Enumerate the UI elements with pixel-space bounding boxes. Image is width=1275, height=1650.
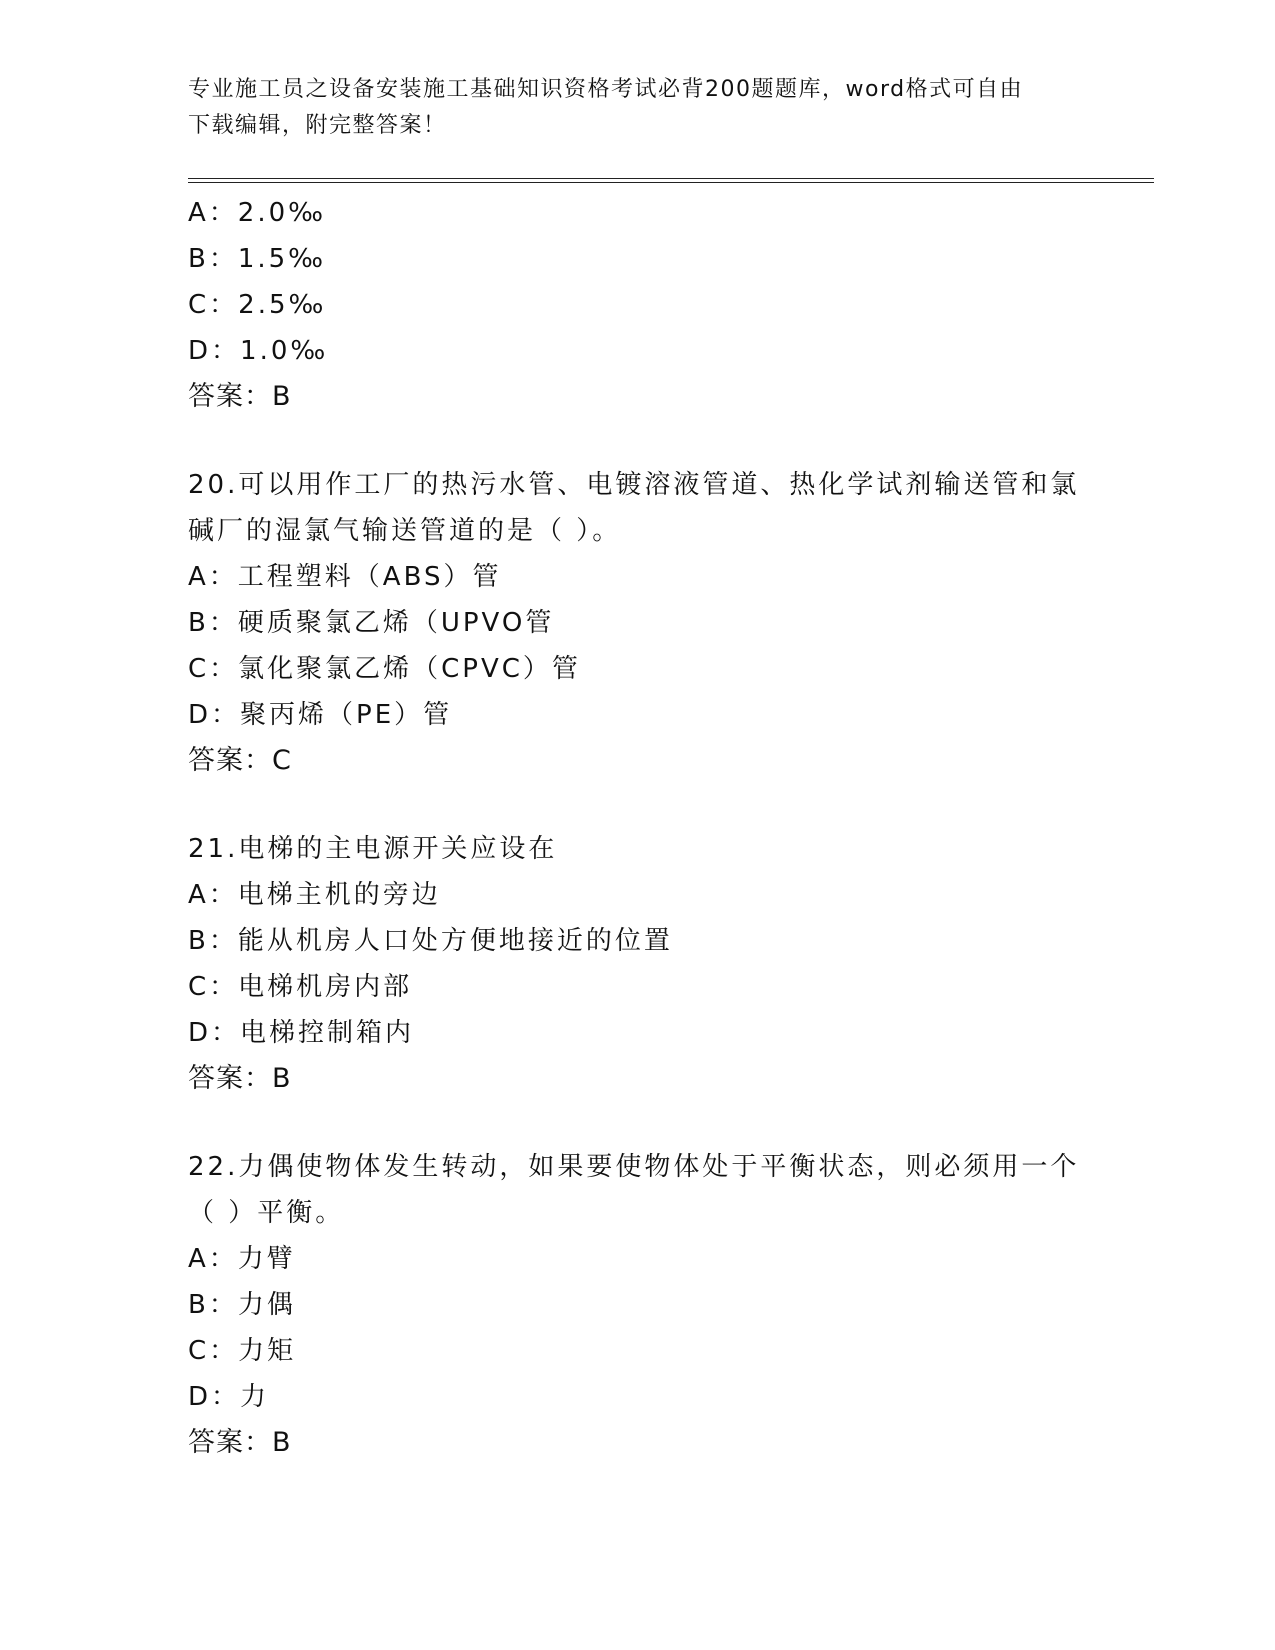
header-line-2: 下载编辑，附完整答案！ bbox=[188, 113, 447, 138]
option-b: B：能从机房人口处方便地接近的位置 bbox=[188, 926, 673, 956]
option-c: C：电梯机房内部 bbox=[188, 972, 413, 1002]
option-a: A：工程塑料（ABS）管 bbox=[188, 562, 502, 592]
answer: 答案：B bbox=[188, 381, 292, 412]
answer: 答案：B bbox=[188, 1063, 292, 1094]
option-d: D：聚丙烯（PE）管 bbox=[188, 700, 453, 730]
question-stem-continued: 碱厂的湿氯气输送管道的是（ ）。 bbox=[188, 516, 622, 546]
question-stem: 20.可以用作工厂的热污水管、电镀溶液管道、热化学试剂输送管和氯 bbox=[188, 470, 1080, 500]
option-c: C：2.5‰ bbox=[188, 290, 327, 320]
option-d: D：电梯控制箱内 bbox=[188, 1018, 415, 1048]
option-b: B：硬质聚氯乙烯（UPVO管 bbox=[188, 608, 555, 638]
question-stem: 21.电梯的主电源开关应设在 bbox=[188, 834, 558, 864]
question-stem-continued: （ ）平衡。 bbox=[188, 1198, 345, 1228]
header-divider bbox=[188, 178, 1154, 183]
question-20 bbox=[188, 462, 1088, 784]
question-22 bbox=[188, 1144, 1088, 1466]
option-a: A：力臂 bbox=[188, 1244, 296, 1274]
option-b: B：力偶 bbox=[188, 1290, 296, 1320]
option-b: B：1.5‰ bbox=[188, 244, 327, 274]
answer: 答案：B bbox=[188, 1427, 292, 1458]
option-a: A：2.0‰ bbox=[188, 198, 327, 228]
answer: 答案：C bbox=[188, 745, 292, 776]
document-header bbox=[188, 72, 1068, 144]
question-list bbox=[188, 190, 1088, 1466]
header-line-1: 专业施工员之设备安装施工基础知识资格考试必背200题题库，word格式可自由 bbox=[188, 77, 1024, 102]
option-a: A：电梯主机的旁边 bbox=[188, 880, 441, 910]
option-c: C：力矩 bbox=[188, 1336, 297, 1366]
question-19 bbox=[188, 190, 1088, 420]
option-c: C：氯化聚氯乙烯（CPVC）管 bbox=[188, 654, 581, 684]
option-d: D：力 bbox=[188, 1382, 270, 1412]
question-stem: 22.力偶使物体发生转动，如果要使物体处于平衡状态，则必须用一个 bbox=[188, 1152, 1080, 1182]
option-d: D：1.0‰ bbox=[188, 336, 329, 366]
question-21 bbox=[188, 826, 1088, 1102]
